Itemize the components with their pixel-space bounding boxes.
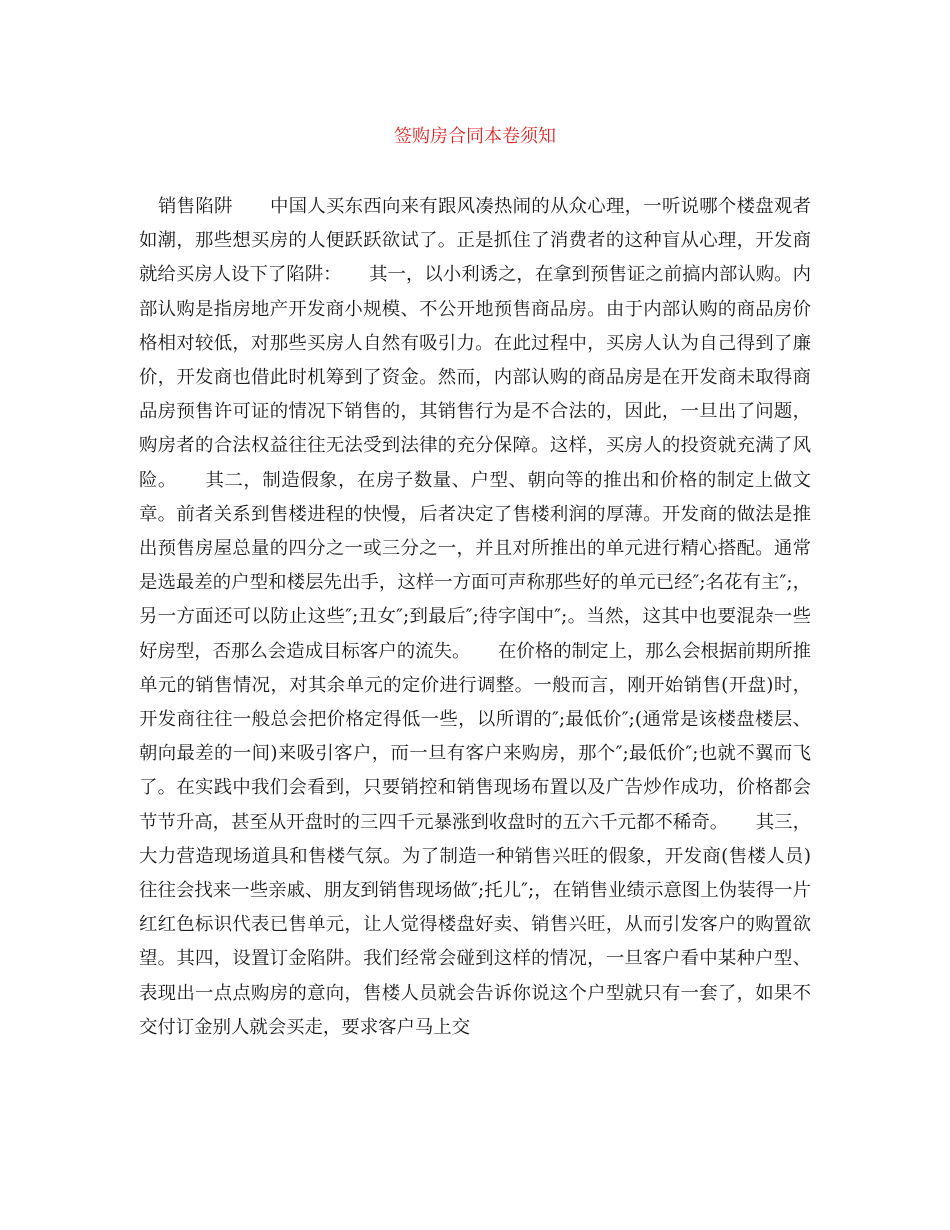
document-title: 签购房合同本卷须知: [394, 126, 556, 147]
document-body: 销售陷阱 中国人买东西向来有跟风凑热闹的从众心理，一听说哪个楼盘观者如潮，那些想买房的人便跃跃欲试了。正是抓住了消费者的这种盲从心理，开发商就给买房人设下了陷阱： 其一，以小利诱之，在拿到预售证之前搞内部认购。内部认购是指房地产开发商小规模、不公开地预售商品房。由于内部认购的商品房价格相对较低，对那些买房人自然有吸引力。在此过程中，买房人认为自己得到了廉价，开发商也借此时机筹到了资金。然而，内部认购的商品房是在开发商未取得商品房预售许可证的情况下销售的，其销售行为是不合法的，因此，一旦出了问题，购房者的合法权益往往无法受到法律的充分保障。这样，买房人的投资就充满了风险。 其二，制造假象，在房子数量、户型、朝向等的推出和价格的制定上做文章。前者关系到售楼进程的快慢，后者决定了售楼利润的厚薄。开发商的做法是推出预售房屋总量的四分之一或三分之一，并且对所推出的单元进行精心搭配。通常是选最差的户型和楼层先出手，这样一方面可声称那些好的单元已经″;名花有主″;，另一方面还可以防止这些″;丑女″;到最后″;待字闺中″;。当然，这其中也要混杂一些好房型，否那么会造成目标客户的流失。 在价格的制定上，那么会根据前期所推单元的销售情况，对其余单元的定价进行调整。一般而言，刚开始销售(开盘)时，开发商往往一般总会把价格定得低一些，以所谓的″;最低价″;(通常是该楼盘楼层、朝向最差的一间)来吸引客户，而一旦有客户来购房，那个″;最低价″;也就不翼而飞了。在实践中我们会看到，只要销控和销售现场布置以及广告炒作成功，价格都会节节升高，甚至从开盘时的三四千元暴涨到收盘时的五六千元都不稀奇。 其三，大力营造现场道具和售楼气氛。为了制造一种销售兴旺的假象，开发商(售楼人员)往往会找来一些亲戚、朋友到销售现场做″;托儿″;，在销售业绩示意图上伪装得一片红红色标识代表已售单元，让人觉得楼盘好卖、销售兴旺，从而引发客户的购置欲望。其四，设置订金陷阱。我们经常会碰到这样的情况，一旦客户看中某种户型、表现出一点点购房的意向，售楼人员就会告诉你说这个户型就只有一套了，如果不交付订金别人就会买走，要求客户马上交: [139, 196, 811, 1038]
